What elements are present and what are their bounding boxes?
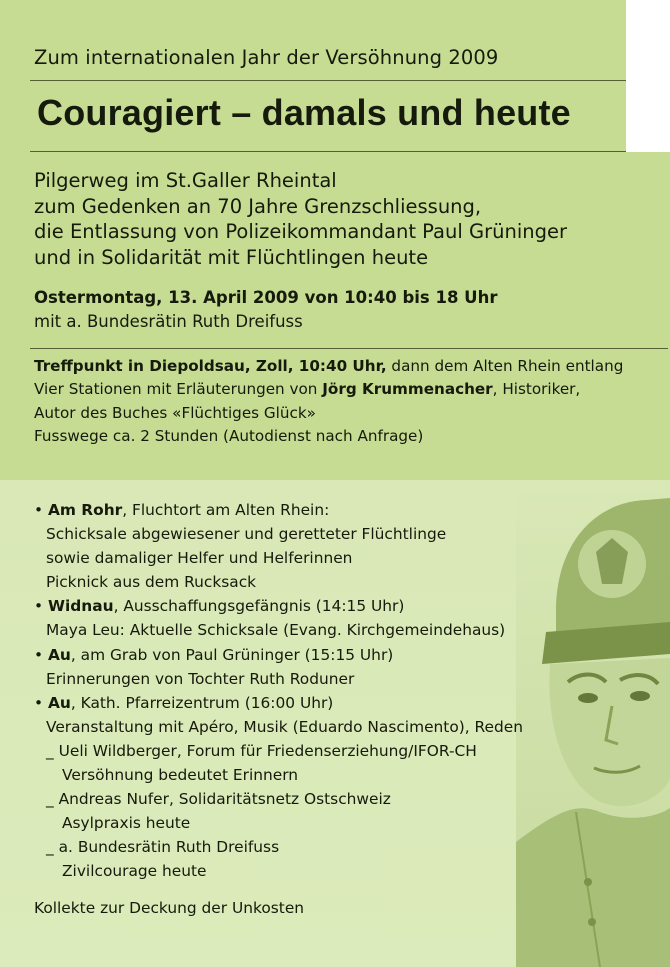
rule-below-title — [30, 151, 626, 152]
walk-line: Fusswege ca. 2 Stunden (Autodienst nach Anfrage) — [34, 427, 424, 446]
speaker-item — [34, 739, 523, 763]
dash: _ — [46, 741, 54, 760]
event-date: Ostermontag, 13. April 2009 von 10:40 bis 18 Uhr — [34, 288, 498, 307]
kicker-text: Zum internationalen Jahr der Versöhnung 2009 — [34, 46, 499, 69]
stations-intro: Vier Stationen mit Erläuterungen von — [34, 380, 323, 399]
dash: _ — [46, 790, 54, 809]
station-detail: sowie damaliger Helfer und Helferinnen — [46, 549, 353, 568]
meeting-route: dann dem Alten Rhein entlang — [386, 357, 624, 375]
speaker-item — [34, 787, 523, 811]
station-place: , Kath. Pfarreizentrum (16:00 Uhr) — [70, 693, 334, 712]
event-date-block — [34, 286, 497, 334]
meeting-block — [34, 355, 623, 449]
speaker-item — [34, 835, 523, 859]
speaker-topic: Zivilcourage heute — [62, 862, 207, 881]
station-name: Au — [47, 693, 71, 712]
speaker-topic: Asylpraxis heute — [62, 814, 191, 833]
meeting-point: Treffpunkt in Diepoldsau, Zoll, 10:40 Uhr, — [34, 357, 387, 375]
bullet: • — [34, 693, 44, 712]
page-title: Couragiert – damals und heute — [37, 92, 571, 133]
station-detail: Erinnerungen von Tochter Ruth Roduner — [46, 669, 355, 688]
speaker-name: a. Bundesrätin Ruth Dreifuss — [58, 838, 280, 857]
stations-line — [34, 378, 623, 401]
station-item — [34, 594, 523, 618]
speaker-name: Ueli Wildberger, Forum für Friedenserziehung/IFOR-CH — [58, 741, 477, 760]
speaker-topic: Versöhnung bedeutet Erinnern — [62, 766, 299, 785]
bullet: • — [34, 645, 44, 664]
subtitle-line: die Entlassung von Polizeikommandant Paul Grüninger — [34, 220, 567, 243]
program-list — [34, 498, 523, 884]
station-place: , am Grab von Paul Grüninger (15:15 Uhr) — [70, 645, 394, 664]
speaker-name: Andreas Nufer, Solidaritätsnetz Ostschweiz — [58, 790, 391, 809]
author-line: Autor des Buches «Flüchtiges Glück» — [34, 403, 316, 422]
station-item — [34, 691, 523, 715]
event-guest: mit a. Bundesrätin Ruth Dreifuss — [34, 312, 303, 331]
station-detail: Schicksale abgewiesener und geretteter Flüchtlinge — [46, 525, 447, 544]
station-item — [34, 643, 523, 667]
station-detail: Maya Leu: Aktuelle Schicksale (Evang. Kirchgemeindehaus) — [46, 621, 506, 640]
rule-above-title — [30, 80, 626, 81]
station-place: , Ausschaffungsgefängnis (14:15 Uhr) — [113, 597, 405, 616]
subtitle-line: und in Solidarität mit Flüchtlingen heute — [34, 245, 429, 269]
station-name: Am Rohr — [47, 501, 123, 519]
station-detail: Veranstaltung mit Apéro, Musik (Eduardo Nascimento), Reden — [46, 717, 524, 736]
station-name: Au — [47, 645, 71, 664]
subtitle-line: zum Gedenken an 70 Jahre Grenzschliessung, — [34, 194, 482, 218]
station-detail: Picknick aus dem Rucksack — [46, 573, 257, 592]
historian-name: Jörg Krummenacher — [322, 380, 493, 399]
portrait-image — [516, 482, 670, 967]
rule-above-meeting — [30, 348, 668, 349]
bullet: • — [34, 597, 44, 616]
station-name: Widnau — [47, 597, 114, 616]
meeting-line — [34, 355, 623, 378]
subtitle-line: Pilgerweg im St.Galler Rheintal — [34, 169, 337, 192]
station-item — [34, 498, 523, 522]
historian-role: , Historiker, — [492, 380, 581, 399]
station-place: , Fluchtort am Alten Rhein: — [122, 501, 330, 519]
bullet: • — [34, 501, 44, 519]
header-band-extension — [626, 152, 670, 480]
collection-note: Kollekte zur Deckung der Unkosten — [34, 899, 305, 917]
dash: _ — [46, 838, 54, 857]
subtitle-block — [34, 168, 567, 270]
